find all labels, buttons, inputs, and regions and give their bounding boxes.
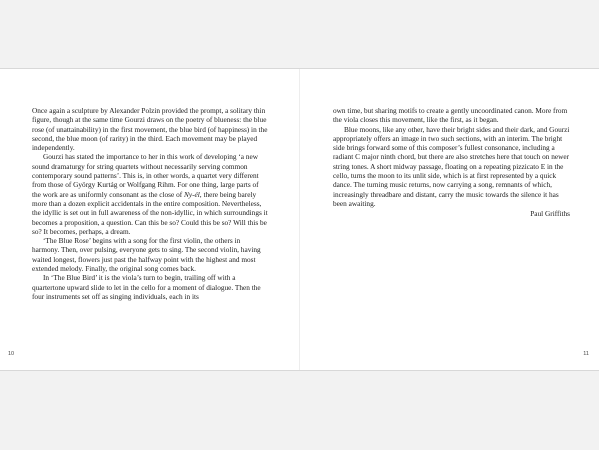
book-spread — [0, 68, 599, 371]
right-paragraph-1: own time, but sharing motifs to create a gently uncoordinated canon. More from the viola closes this movement, like the first, as it began. — [333, 106, 568, 125]
left-text-column — [32, 106, 269, 301]
right-paragraph-2: Blue moons, like any other, have their bright sides and their dark, and Gourzi appropriately offers an image in two such sections, with an interim. The bright side brings forward some of this composer’s fullest consonance, including a radiant C major ninth chord, but there are also stretches here that touch on newer string tones. A short midway passage, floating on a repeating pizzicato E in the cello, turns the moon to its unlit side, which is at first represented by a quick dance. The turning music returns, now carrying a song, remnants of which, increasingly threadbare and distant, carry the music towards the silence it has been awaiting. — [333, 124, 570, 208]
left-page — [0, 69, 299, 370]
left-paragraph-2: Gourzi has stated the importance to her in this work of developing ‘a new sound dramaturgy for string quartets without necessarily serving common contemporary sound patterns’. This is, in other words, a quartet very different from those of György Kurtág or Wolfgang Rihm. For one thing, large parts of the work are as uniformly consonant as the close of Ny-él, there being barely more than a dozen explicit accidentals in the entire composition. Nevertheless, the idyllic is set out in full awareness of the non-idyllic, in which surroundings it becomes a proposition, a question. Can this be so? Could this be so? Will this be so? It becomes, perhaps, a dream. — [32, 152, 268, 236]
author-signature: Paul Griffiths — [530, 209, 570, 219]
left-page-number: 10 — [8, 351, 15, 357]
left-paragraph-1: Once again a sculpture by Alexander Polzin provided the prompt, a solitary thin figure, though at the same time Gourzi draws on the poetry of blueness: the blue rose (of unattainability) in the first movement, the blue bird (of happiness) in the second, the blue moon (of rarity) in the third. Each movement may be played independently. — [32, 106, 268, 153]
left-paragraph-4: In ‘The Blue Bird’ it is the viola’s turn to begin, trailing off with a quartertone upward slide to let in the cello for a moment of dialogue. Then the four instruments set off as singing individuals, each in its — [32, 273, 261, 301]
right-page-number: 11 — [583, 351, 589, 357]
right-page — [300, 69, 599, 370]
left-paragraph-3: ‘The Blue Rose’ begins with a song for the first violin, the others in harmony. Then, over pulsing, everyone gets to sing. The second violin, having waited longest, flowers just past the halfway point with the highest and most extended melody. Finally, the original song comes back. — [32, 236, 261, 274]
right-text-column — [333, 106, 570, 219]
